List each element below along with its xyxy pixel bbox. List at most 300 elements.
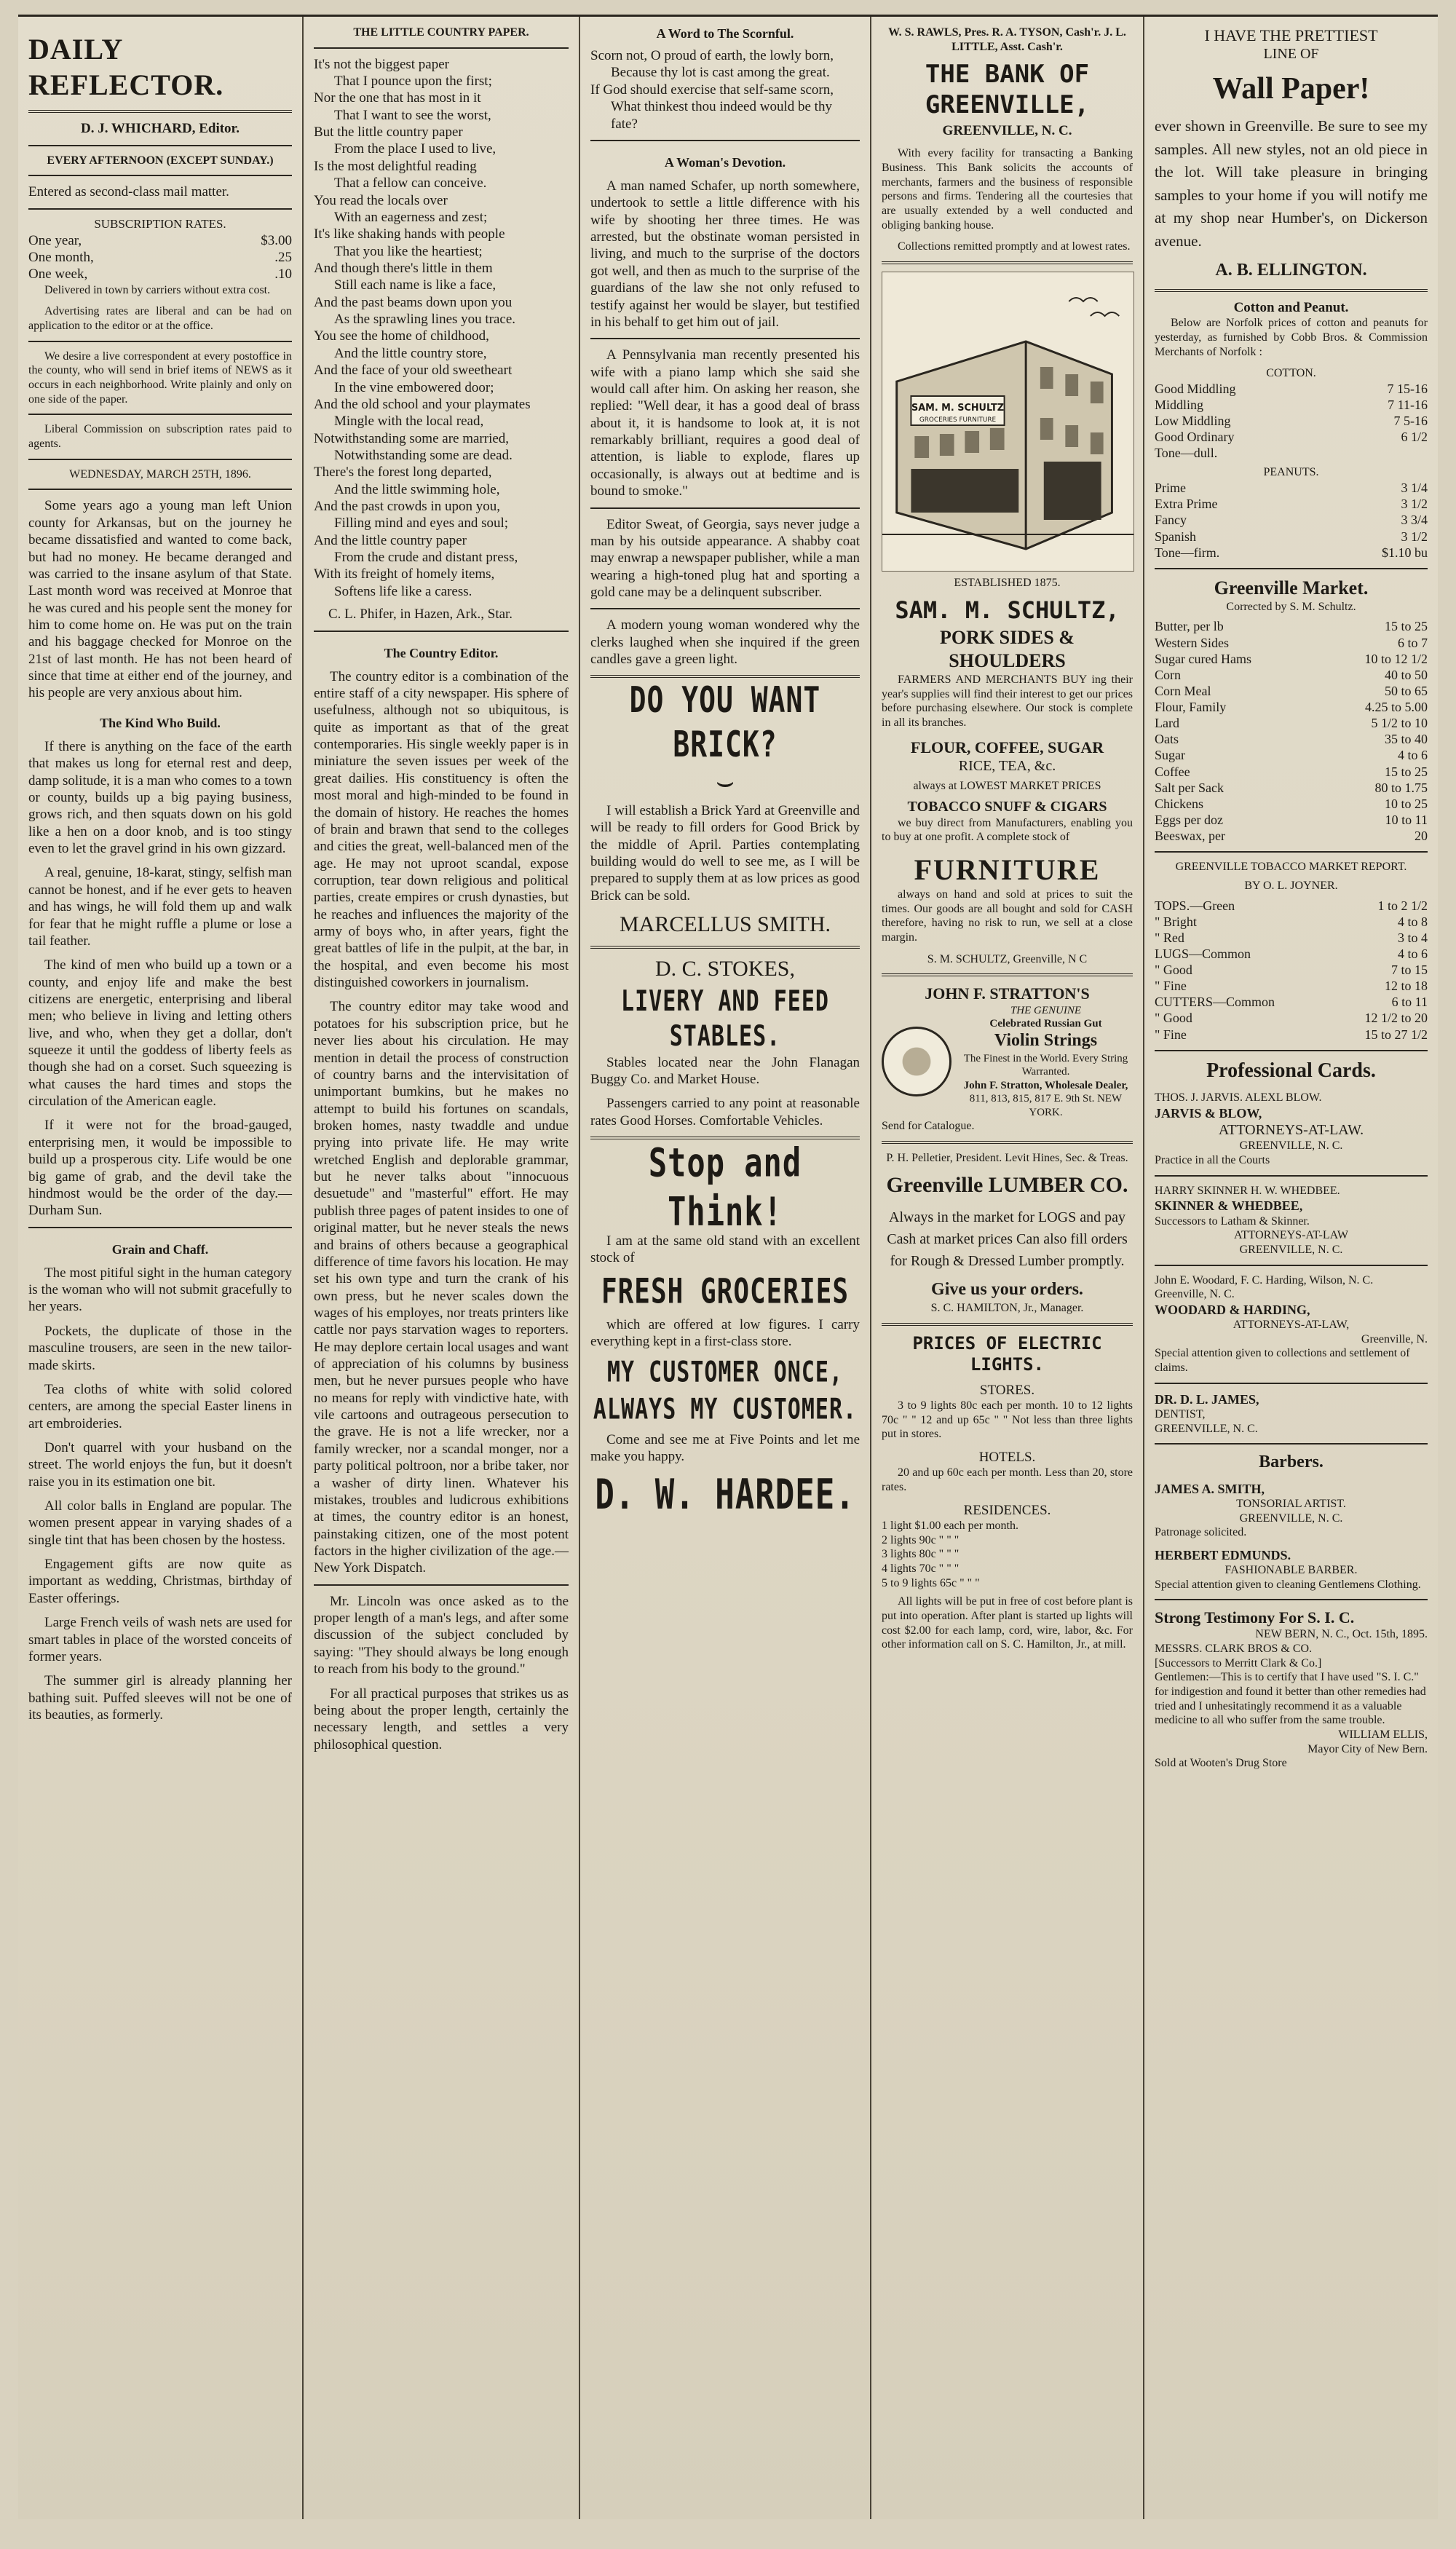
article-paragraph: A real, genuine, 18-karat, stingy, selfish man cannot be honest, and if he ever gets to heaven and has wings, he will fold them up and walk for fear that he might ruffle a plume or lose a tail feather. — [28, 865, 292, 949]
tobacco-row — [1155, 994, 1428, 1010]
market-row-label: Chickens — [1155, 796, 1203, 811]
bank-text: With every facility for transacting a Banking Business. This Bank solicits the accounts of merchants, farmers and the business of responsible persons and firms. Tendering all the courtesies that are usually extended by a well conducted and obliging banking house. — [882, 147, 1133, 232]
cotton-row-label: Tone—dull. — [1155, 446, 1218, 461]
tobacco-row-label: " Bright — [1155, 914, 1197, 929]
divider — [1155, 289, 1428, 292]
advertising-text: Advertising rates are liberal and can be had on application to the editor or at the office. — [28, 305, 292, 333]
divider — [28, 459, 292, 460]
ad-text: 3 to 9 lights 80c each per month. 10 to 12 lights 70c " " 12 and up 65c " " Not less than three lights put in stores. — [882, 1399, 1133, 1441]
tobacco-row-value: 7 to 15 — [1390, 963, 1428, 978]
tobacco-row-label: " Red — [1155, 930, 1184, 945]
poem-verse — [590, 47, 860, 133]
tobacco-row-label: " Fine — [1155, 1027, 1187, 1042]
furniture-line: FURNITURE — [914, 853, 1101, 886]
rate-row — [28, 249, 292, 266]
market-row — [1155, 635, 1428, 651]
grain-item: Large French veils of wash nets are used for smart tables in place of the worsted conceits of former years. — [28, 1615, 292, 1664]
tobacco-by: BY O. L. JOYNER. — [1244, 879, 1338, 892]
stratton-ad — [882, 1004, 1133, 1120]
brick-ad-title: DO YOU WANT BRICK? — [629, 679, 821, 765]
divider — [1155, 1265, 1428, 1266]
cards-head: Professional Cards. — [1206, 1059, 1376, 1082]
verse-line: Mingle with the local read, — [334, 414, 484, 430]
tobacco-table — [1155, 898, 1428, 1043]
residence-rate: 1 light $1.00 each per month. — [882, 1519, 1018, 1532]
tobacco-line: TOBACCO SNUFF & CIGARS — [907, 799, 1107, 815]
residence-rate: 2 lights 90c " " " — [882, 1533, 960, 1546]
tobacco-row — [1155, 898, 1428, 914]
bank-text: Collections remitted promptly and at lowest rates. — [898, 240, 1131, 253]
verse-line: Scorn not, O proud of earth, the lowly born, — [590, 48, 834, 64]
market-row — [1155, 731, 1428, 747]
divider — [882, 973, 1133, 976]
rate-row — [28, 266, 292, 282]
tobacco-report-head: GREENVILLE TOBACCO MARKET REPORT. — [1175, 861, 1407, 874]
newspaper-page — [18, 15, 1438, 2519]
stratton-text: THE GENUINE Celebrated Russian Gut Violin Strings The Finest in the World. Every String Warranted. John F. Stratton, Wholesale Dealer, 811, 813, 815, 817 E. 9th St. NEW YORK. — [963, 1004, 1128, 1118]
divider — [882, 1323, 1133, 1326]
smith-card: JAMES A. SMITH, TONSORIAL ARTIST. GREENVILLE, N. C. Patronage solicited. — [1155, 1481, 1346, 1539]
article-heading: Grain and Chaff. — [111, 1241, 209, 1257]
store-sign: SAM. M. SCHULTZ — [911, 402, 1004, 414]
divider — [1155, 1443, 1428, 1445]
divider — [590, 507, 860, 509]
divider — [28, 110, 292, 113]
cotton-row-value: 6 1/2 — [1401, 430, 1428, 445]
tobacco-row — [1155, 962, 1428, 978]
market-row — [1155, 618, 1428, 634]
tobacco-row-label: " Fine — [1155, 979, 1187, 994]
article-paragraph: The country editor is a combination of the entire staff of a city newspaper. His sphere of usefulness, although not so ubiquitous, is quite as important as that of the great contemporaries. His single weekly paper is in miniature the seven issues per week of the great dailies. His constituency is often the most moral and high-minded to be found in the domain of history. He reaches the homes of brain and brawn that send to the colleges and cities the great, well-balanced men of the age. He may not uproot scandal, expose corruption, tear down religious and political parties, create empires or crush dynasties, but he reaches and influences the majority of the army of boys who, in after years, fight the great battles of life in the pulpit, at the bar, in the hospital, and even become his most distinguished coworkers in journalism. — [314, 668, 569, 991]
article-paragraph: Mr. Lincoln was once asked as to the proper length of a man's legs, and after some discussion of the subject concluded by saying: "They should always be long enough to reach from his body to the ground." — [314, 1593, 569, 1677]
verse-line: Filling mind and eyes and soul; — [334, 515, 509, 531]
cotton-row — [1155, 413, 1428, 429]
poem-verse — [314, 56, 569, 601]
store-sign-sub: GROCERIES FURNITURE — [919, 416, 997, 424]
cotton-row — [1155, 429, 1428, 445]
masthead: DAILY REFLECTOR. — [28, 33, 224, 102]
verse-line: You read the locals over — [314, 192, 448, 208]
article-heading: A Woman's Devotion. — [664, 154, 786, 170]
market-row-label: Beeswax, per — [1155, 829, 1225, 844]
verse-line: That I pounce upon the first; — [334, 74, 492, 90]
verse-line: And the past crowds in upon you, — [314, 499, 500, 515]
bank-officers: W. S. RAWLS, Pres. R. A. TYSON, Cash'r. J. L. LITTLE, Asst. Cash'r. — [888, 26, 1126, 53]
cotton-row-label: Middling — [1155, 397, 1204, 412]
cotton-sub: COTTON. — [1266, 367, 1316, 380]
grain-item: Pockets, the duplicate of those in the masculine trousers, are seen in the new tailor-made skirts. — [28, 1323, 292, 1373]
tobacco-row-value: 15 to 27 1/2 — [1364, 1027, 1428, 1042]
violin-seal-icon — [882, 1027, 951, 1096]
market-sub: Corrected by S. M. Schultz. — [1226, 600, 1356, 613]
verse-line: From the crude and distant press, — [334, 550, 518, 566]
market-row — [1155, 667, 1428, 683]
lumber-title: Greenville LUMBER CO. — [886, 1173, 1128, 1198]
peanut-row-value: 3 1/2 — [1401, 497, 1428, 512]
tobacco-row — [1155, 1010, 1428, 1026]
market-row — [1155, 683, 1428, 699]
flour-line: FLOUR, COFFEE, SUGAR — [910, 738, 1104, 756]
market-row-label: Eggs per doz — [1155, 812, 1223, 827]
peanut-row-label: Fancy — [1155, 513, 1187, 528]
peanut-row-label: Prime — [1155, 481, 1186, 496]
ad-text: ever shown in Greenville. Be sure to see my samples. All new styles, not an old piece in the lot. Will take pleasure in bringing samples to your home if you will notify me at my shop near Humber's, on Dickerson avenue. — [1155, 117, 1428, 250]
poem-title: THE LITTLE COUNTRY PAPER. — [353, 26, 529, 39]
market-row-value: 4 to 6 — [1397, 748, 1428, 763]
verse-line: With an eagerness and zest; — [334, 209, 488, 225]
divider — [28, 175, 292, 176]
ellington-name: A. B. ELLINGTON. — [1215, 261, 1367, 280]
cotton-row-label: Good Middling — [1155, 381, 1236, 396]
divider — [28, 414, 292, 415]
article-paragraph: If there is anything on the face of the earth that makes us long for eternal rest and deep, damp solitude, it is a man who comes to a town or county, builds up a big paying business, grows rich, and then squats down on his gold like a hen on a door knob, and is too stingy even to let the gravel grind in his own gizzard. — [28, 738, 292, 857]
ad-text: which are offered at low figures. I carry everything kept in a first-class store. — [590, 1316, 860, 1349]
divider — [314, 47, 569, 49]
rate-value: $3.00 — [261, 232, 292, 248]
stratton-head: JOHN F. STRATTON'S — [925, 984, 1090, 1003]
market-row-label: Sugar cured Hams — [1155, 651, 1251, 666]
testimony-card: Strong Testimony For S. I. C. NEW BERN, N. C., Oct. 15th, 1895. MESSRS. CLARK BROS & CO. [Successors to Merritt Clark & Co.] Gentlemen:—This is to certify that I have used "S. I. C." for indigestion and found it better than other remedies had tried and I unhesitatingly recommend it as a valuable medicine to all who suffer from the same trouble. WILLIAM ELLIS, Mayor City of New Bern. Sold at Wooten's Drug Store — [1155, 1608, 1428, 1770]
barbers-head: Barbers. — [1259, 1453, 1324, 1472]
peanut-row-label: Extra Prime — [1155, 497, 1218, 512]
residence-rate: 3 lights 80c " " " — [882, 1548, 960, 1561]
customer-line-2: ALWAYS MY CUSTOMER. — [593, 1393, 858, 1427]
divider — [882, 1141, 1133, 1144]
verse-line: You see the home of childhood, — [314, 328, 489, 344]
cotton-row — [1155, 397, 1428, 413]
ad-text: I am at the same old stand with an excellent stock of — [590, 1233, 860, 1265]
verse-line: It's not the biggest paper — [314, 56, 449, 72]
peanut-row-value: $1.10 bu — [1382, 545, 1428, 560]
tobacco-row-label: " Good — [1155, 963, 1192, 978]
cotton-row-value: 7 11-16 — [1388, 397, 1428, 412]
market-row-label: Western Sides — [1155, 635, 1230, 650]
entered-line: Entered as second-class mail matter. — [28, 184, 229, 200]
tobacco-row — [1155, 914, 1428, 930]
divider — [28, 341, 292, 342]
divider — [28, 489, 292, 490]
verse-line: That I want to see the worst, — [334, 107, 491, 123]
divider — [1155, 1175, 1428, 1177]
tobacco-row-label: TOPS.—Green — [1155, 898, 1235, 913]
market-row-label: Corn Meal — [1155, 683, 1211, 698]
divider — [1155, 1383, 1428, 1384]
rate-value: .25 — [274, 250, 292, 266]
hotels-head: HOTELS. — [978, 1449, 1036, 1465]
market-row-label: Butter, per lb — [1155, 619, 1224, 634]
schultz-name: SAM. M. SCHULTZ, — [895, 596, 1120, 624]
tobacco-row-value: 1 to 2 1/2 — [1377, 898, 1428, 913]
lumber-manager: S. C. HAMILTON, Jr., Manager. — [930, 1301, 1084, 1314]
article-paragraph: A Pennsylvania man recently presented his wife with a piano lamp which she said she would call after him. On asking her reason, she replied: "Well dear, it has a good deal of brass about it, it is handsome to look at, it is not remarkably brilliant, requires a good deal of attention, is liable to explode, flares up occasionally, is always out at bedtime and is bound to smoke." — [590, 347, 860, 499]
market-row-value: 15 to 25 — [1384, 764, 1428, 779]
verse-line: It's like shaking hands with people — [314, 226, 505, 242]
article-paragraph: The kind of men who build up a town or a county, and enjoy life and make the best citizens are energetic, enterprising and liberal men; who believe in living and letting others live, and who, when they get a dollar, don't squeeze it until the goddess of liberty feels as though she had on a corset. Such squeezing is what causes the hard times and stops the circulation of the American eagle. — [28, 957, 292, 1110]
verse-line: And the face of your old sweetheart — [314, 363, 513, 379]
store-illustration — [882, 272, 1134, 572]
rate-value: .10 — [274, 266, 292, 282]
peanut-row — [1155, 545, 1428, 561]
divider — [882, 261, 1133, 264]
peanut-row — [1155, 496, 1428, 512]
cotton-row-value: 7 5-16 — [1393, 414, 1428, 429]
article-heading: The Kind Who Build. — [100, 715, 221, 730]
editor-line: D. J. WHICHARD, Editor. — [81, 121, 240, 137]
market-row — [1155, 796, 1428, 812]
verse-line: And the old school and your playmates — [314, 396, 531, 412]
wall-line-1: I HAVE THE PRETTIEST — [1204, 26, 1378, 44]
cotton-row-value: 7 15-16 — [1387, 381, 1428, 396]
verse-line: That a fellow can conceive. — [334, 175, 487, 191]
rate-label: One week, — [28, 266, 88, 282]
divider — [28, 1227, 292, 1228]
peanut-row — [1155, 529, 1428, 545]
verse-line: But the little country paper — [314, 125, 463, 141]
verse-line: If God should exercise that self-same scorn, — [590, 82, 834, 98]
verse-line: Softens life like a caress. — [334, 583, 472, 599]
brick-ad-name: MARCELLUS SMITH. — [619, 912, 831, 937]
cotton-intro: Below are Norfolk prices of cotton and peanuts for yesterday, as furnished by Cobb Bros. & Commission Merchants of Norfolk : — [1155, 317, 1428, 358]
tobacco-row-value: 12 to 18 — [1384, 979, 1428, 994]
tobacco-row-value: 6 to 11 — [1391, 995, 1428, 1010]
established: ESTABLISHED 1875. — [954, 577, 1061, 590]
grain-item: Don't quarrel with your husband on the street. The world enjoys the fun, but it doesn't raise you in its estimation one bit. — [28, 1439, 292, 1490]
verse-line: What thinkest thou indeed would be thy fate? — [611, 99, 832, 132]
tobacco-row — [1155, 930, 1428, 946]
market-row-label: Coffee — [1155, 764, 1190, 779]
divider — [314, 631, 569, 632]
tobacco-row — [1155, 946, 1428, 962]
ad-text: All lights will be put in free of cost before plant is put into operation. After plant is started up lights will cost $2.00 for each lamp, cord, wire, labor, &c. For other information call on S. C. Hamilton, Jr., at mill. — [882, 1595, 1133, 1651]
article-heading: The Country Editor. — [384, 645, 499, 660]
tobacco-row-value: 4 to 8 — [1397, 914, 1428, 929]
tobacco-row-value: 4 to 6 — [1397, 946, 1428, 961]
ad-text: Passengers carried to any point at reasonable rates Good Horses. Comfortable Vehicles. — [590, 1096, 860, 1129]
peanuts-sub: PEANUTS. — [1263, 466, 1319, 479]
ornament-icon: ⌣ — [715, 764, 735, 798]
verse-line: In the vine embowered door; — [334, 379, 494, 395]
market-row-value: 5 1/2 to 10 — [1371, 716, 1428, 731]
ad-text: we buy direct from Manufacturers, enabling you to buy at one profit. A complete stock of — [882, 816, 1133, 844]
every-afternoon: EVERY AFTERNOON (EXCEPT SUNDAY.) — [47, 154, 274, 167]
verse-line: Is the most delightful reading — [314, 158, 477, 174]
ad-text: Come and see me at Five Points and let me make you happy. — [590, 1432, 860, 1465]
divider — [28, 208, 292, 210]
divider — [590, 338, 860, 339]
verse-line: And the little swimming hole, — [334, 481, 500, 497]
market-row-label: Oats — [1155, 732, 1179, 747]
column-3 — [580, 17, 871, 2519]
market-row-value: 35 to 40 — [1384, 732, 1428, 747]
subscription-rates — [28, 232, 292, 283]
market-row — [1155, 780, 1428, 796]
verse-line: Nor the one that has most in it — [314, 90, 481, 106]
send-for-catalogue: Send for Catalogue. — [882, 1120, 975, 1133]
verse-line: There's the forest long departed, — [314, 465, 492, 481]
divider — [28, 145, 292, 146]
edmunds-card: HERBERT EDMUNDS. FASHIONABLE BARBER. Special attention given to cleaning Gentlemens Clothing. — [1155, 1547, 1421, 1591]
pork-line: PORK SIDES & SHOULDERS — [940, 627, 1075, 672]
tobacco-row-value: 3 to 4 — [1397, 930, 1428, 945]
divider — [590, 140, 860, 141]
ad-text: FARMERS AND MERCHANTS BUY ing their year's supplies will find their interest to get our prices before purchasing elsewhere. Our stock is complete in all its branches. — [882, 673, 1133, 730]
james-card: DR. D. L. JAMES, DENTIST, GREENVILLE, N. C. — [1155, 1391, 1259, 1435]
verse-line: That you like the heartiest; — [334, 243, 483, 259]
hardee-name: D. W. HARDEE. — [595, 1470, 855, 1519]
article-paragraph: For all practical purposes that strikes us as being about the proper length, certainly the necessary length, and settles a very philosophical question. — [314, 1685, 569, 1752]
rate-label: One year, — [28, 232, 82, 248]
divider — [1155, 1050, 1428, 1051]
market-row-value: 10 to 25 — [1384, 796, 1428, 811]
cotton-row — [1155, 381, 1428, 397]
market-row-value: 6 to 7 — [1397, 635, 1428, 650]
stores-head: STORES. — [979, 1382, 1035, 1398]
market-table — [1155, 618, 1428, 844]
ad-text: Stables located near the John Flanagan Buggy Co. and Market House. — [590, 1054, 860, 1088]
market-head: Greenville Market. — [1214, 577, 1369, 598]
residence-rates — [882, 1519, 1133, 1590]
delivered-text: Delivered in town by carriers without extra cost. — [44, 283, 271, 296]
divider — [1155, 851, 1428, 853]
peanut-row-label: Spanish — [1155, 529, 1197, 544]
market-row-value: 40 to 50 — [1384, 667, 1428, 682]
market-row-label: Salt per Sack — [1155, 780, 1224, 795]
stop-think-title: Stop and Think! — [648, 1139, 802, 1235]
verse-line: Still each name is like a face, — [334, 277, 496, 293]
correspondent-text: We desire a live correspondent at every postoffice in the county, who will send in brief items of NEWS as it occurs in each neighborhood. Write plainly and only on one side of the paper. — [28, 349, 292, 406]
divider — [590, 946, 860, 949]
column-2 — [304, 17, 580, 2519]
divider — [314, 1584, 569, 1586]
article-paragraph: A man named Schafer, up north somewhere, undertook to settle a little difference with his wife by shooting her three times. He was arrested, but the obstinate woman persisted in living, and much to the surprise of the doctors got well, and then as much to the surprise of the guardians of the law she not only refused to testify against her would be slayer, but testified in his behalf to get him out of jail. — [590, 178, 860, 330]
customer-line-1: MY CUSTOMER ONCE, — [606, 1356, 844, 1390]
peanut-row-value: 3 1/2 — [1401, 529, 1428, 544]
bank-place: GREENVILLE, N. C. — [942, 122, 1072, 138]
tobacco-row-label: " Good — [1155, 1011, 1192, 1026]
stokes-name: D. C. STOKES, — [655, 957, 795, 981]
market-row-value: 80 to 1.75 — [1374, 780, 1428, 795]
residence-rate: 4 lights 70c " " " — [882, 1562, 960, 1576]
verse-line: Notwithstanding some are dead. — [334, 447, 513, 463]
electric-title: PRICES OF ELECTRIC LIGHTS. — [912, 1332, 1102, 1375]
verse-line: And the little country paper — [314, 532, 467, 548]
article-paragraph: Editor Sweat, of Georgia, says never judge a man by his outside appearance. A shabby coat may enwrap a newspaper publisher, while a man wearing a high-toned plug hat and sporting a gold cane may be a delinquent subscriber. — [590, 516, 860, 600]
residence-rate: 5 to 9 lights 65c " " " — [882, 1576, 980, 1589]
give-orders: Give us your orders. — [931, 1280, 1083, 1300]
poem-credit: C. L. Phifer, in Hazen, Ark., Star. — [328, 606, 513, 623]
market-row-value: 20 — [1415, 829, 1428, 844]
verse-line: And the past beams down upon you — [314, 294, 513, 310]
residences-head: RESIDENCES. — [963, 1502, 1051, 1518]
market-row-label: Corn — [1155, 667, 1181, 682]
stokes-title: LIVERY AND FEED STABLES. — [621, 984, 829, 1054]
schultz-signature: S. M. SCHULTZ, Greenville, N C — [927, 952, 1088, 965]
skinner-card: HARRY SKINNER H. W. WHEDBEE. SKINNER & WHEDBEE, Successors to Latham & Skinner. ATTORNEYS-AT-LAW GREENVILLE, N. C. — [1155, 1184, 1348, 1256]
woodard-card: John E. Woodard, F. C. Harding, Wilson, N. C. Greenville, N. C. WOODARD & HARDING, ATTORNEYS-AT-LAW, Greenville, N. Special attention given to collections and settlement of claims. — [1155, 1273, 1428, 1375]
peanut-row-value: 3 3/4 — [1401, 513, 1428, 528]
market-row — [1155, 715, 1428, 731]
rate-label: One month, — [28, 250, 94, 266]
bank-title: THE BANK OF GREENVILLE, — [925, 60, 1090, 120]
divider — [1155, 1599, 1428, 1600]
grain-item: Engagement gifts are now quite as important as wedding, Christmas, birthday of Easter offerings. — [28, 1557, 292, 1606]
issue-date: WEDNESDAY, MARCH 25TH, 1896. — [69, 467, 251, 481]
market-row-value: 10 to 12 1/2 — [1364, 651, 1428, 666]
ad-text: 20 and up 60c each per month. Less than 20, store rates. — [882, 1466, 1133, 1493]
tobacco-row-label: CUTTERS—Common — [1155, 995, 1275, 1010]
market-row — [1155, 747, 1428, 763]
rate-row — [28, 232, 292, 249]
ad-text: always on hand and sold at prices to suit the times. Our goods are all bought and sold for CASH therefore, having no risk to run, we sell at a close margin. — [882, 888, 1133, 944]
verse-line: And the little country store, — [334, 345, 487, 361]
divider — [1155, 568, 1428, 569]
wall-line-2: LINE OF — [1263, 46, 1319, 63]
market-row — [1155, 699, 1428, 715]
subscription-head: SUBSCRIPTION RATES. — [94, 216, 226, 231]
market-row-value: 4.25 to 5.00 — [1364, 700, 1428, 715]
peanut-row-label: Tone—firm. — [1155, 545, 1220, 560]
wall-paper-title: Wall Paper! — [1212, 71, 1370, 106]
verse-line: As the sprawling lines you trace. — [334, 312, 516, 328]
cotton-row-label: Good Ordinary — [1155, 430, 1235, 445]
grain-item: The most pitiful sight in the human category is the woman who will not submit gracefully to her years. — [28, 1265, 292, 1315]
tobacco-row — [1155, 1027, 1428, 1043]
cotton-row-label: Low Middling — [1155, 414, 1231, 429]
market-row — [1155, 828, 1428, 844]
verse-line: And though there's little in them — [314, 260, 493, 276]
grain-item: Tea cloths of white with solid colored centers, are among the special Easter linens in art embroideries. — [28, 1381, 292, 1431]
market-row-value: 15 to 25 — [1384, 619, 1428, 634]
verse-line: From the place I used to live, — [334, 141, 496, 157]
verse-line: With its freight of homely items, — [314, 566, 495, 582]
article-paragraph: A modern young woman wondered why the clerks laughed when she inquired if the green candles gave a green light. — [590, 617, 860, 668]
grain-item: The summer girl is already planning her bathing suit. Puffed sleeves will not be one of its beauties, as formerly. — [28, 1673, 292, 1723]
rice-line: RICE, TEA, &c. — [958, 757, 1056, 774]
peanut-row-value: 3 1/4 — [1401, 481, 1428, 496]
verse-line: Because thy lot is cast among the great. — [611, 65, 830, 81]
peanut-row — [1155, 512, 1428, 528]
peanuts-table — [1155, 480, 1428, 561]
article-paragraph: Some years ago a young man left Union county for Arkansas, but on the journey he became dissatisfied and wanted to come back, but had no money. He became deranged and was carried to the insane asylum of that State. Last month word was received at Monroe that he was cured and his people sent the money for him to come home on. He was put on the train and his baggage checked for Monroe on the 21st of last month. He has not been heard of since that time at either end of the journey, and his people are very anxious about him. — [28, 498, 292, 701]
market-row — [1155, 812, 1428, 828]
jarvis-card: THOS. J. JARVIS. ALEXL BLOW. JARVIS & BLOW, ATTORNEYS-AT-LAW. GREENVILLE, N. C. Practice in all the Courts — [1155, 1091, 1364, 1167]
verse-line: Notwithstanding some are married, — [314, 430, 510, 446]
column-1 — [18, 17, 304, 2519]
market-row — [1155, 651, 1428, 667]
market-row — [1155, 764, 1428, 780]
column-4 — [871, 17, 1144, 2519]
divider — [590, 608, 860, 609]
market-row-label: Sugar — [1155, 748, 1185, 763]
cotton-table — [1155, 381, 1428, 462]
ad-text: Always in the market for LOGS and pay Cash at market prices Can also fill orders for Rough & Dressed Lumber promptly. — [887, 1209, 1128, 1270]
article-paragraph: If it were not for the broad-gauged, enterprising men, it would be impossible to build up a prosperous city. Life would be one big game of grab, and the devil take the hindmost would be the order of the day.—Durham Sun. — [28, 1118, 292, 1219]
tobacco-row — [1155, 978, 1428, 994]
cotton-head: Cotton and Peanut. — [1233, 299, 1349, 315]
fresh-groceries: FRESH GROCERIES — [601, 1272, 850, 1312]
article-heading: A Word to The Scornful. — [656, 26, 794, 41]
peanut-row — [1155, 480, 1428, 496]
column-5 — [1144, 17, 1438, 2519]
tobacco-row-value: 12 1/2 to 20 — [1364, 1011, 1428, 1026]
market-row-label: Lard — [1155, 716, 1179, 731]
lumber-officers: P. H. Pelletier, President. Levit Hines, Sec. & Treas. — [886, 1151, 1128, 1164]
commission-text: Liberal Commission on subscription rates paid to agents. — [28, 423, 292, 451]
grain-item: All color balls in England are popular. The women present appear in varying shades of a single tint that has been chosen by the hostess. — [28, 1498, 292, 1548]
store-building-icon — [882, 272, 1133, 571]
article-paragraph: The country editor may take wood and potatoes for his subscription price, but he never lies about his circulation. He may mention in detail the process of construction of country barns and the intervisitation of unimportant bumkins, but he makes no attempt to build his fortunes on scandals, broken homes, nasty twaddle and undue prying into private life. He may write wretched English and deplorable grammar, but he never talks about "innocuous desuetude" and "masterful" effort. He may publish three pages of patent insides to one of original matter, but he never steals the news and brains of others because a geographical difference of time favors his location. He may set his own type and turn the crank of his own press, but he never scales down the wages of his employes, nor treats printers like cattle nor pays starvation wages to reporters. He may deplore certain local usages and want of appreciation of his columns by business men, but he never pursues people who have no means for reply with vindictive hate, with vile cartoons and outrageous persecution to the grave. He is not a life wrecker, nor a family wrecker, nor a scandal monger, nor a party political poltroon, nor a bribe taker, nor a washer of dirty linen. Whatever his mistakes, troubles and ludicrous exhibitions at times, the country editor is an honest, painstaking citizen, one of the most potent factors in the higher civilization of the age.—New York Dispatch. — [314, 999, 569, 1576]
tobacco-row-label: LUGS—Common — [1155, 946, 1251, 961]
